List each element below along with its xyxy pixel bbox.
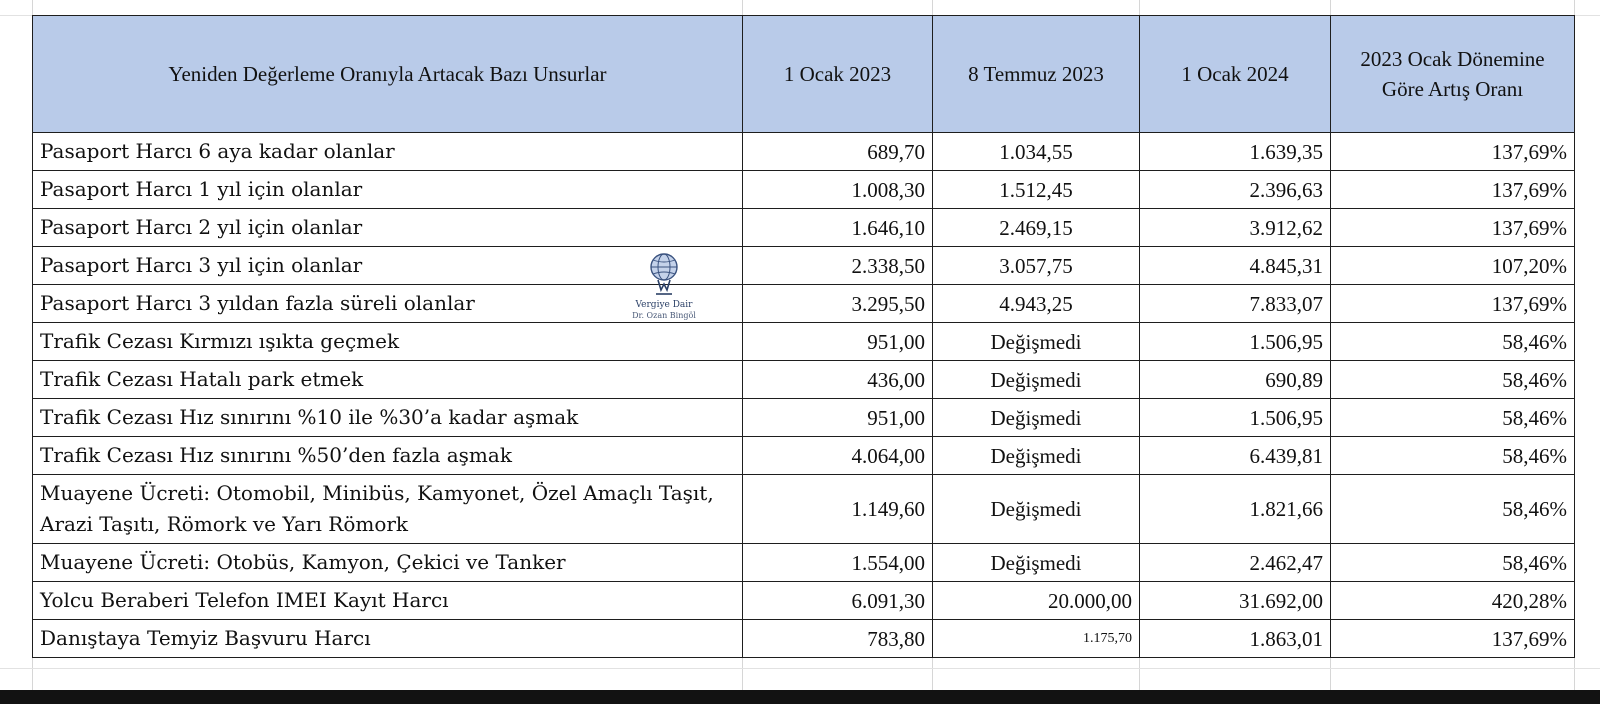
growth-rate-cell: 58,46% (1331, 475, 1575, 544)
table-row (33, 582, 1575, 620)
item-cell: Trafik Cezası Hız sınırını %50’den fazla aşmak (33, 437, 743, 475)
item-cell: Danıştaya Temyiz Başvuru Harcı (33, 620, 743, 658)
jan-2024-cell: 1.863,01 (1140, 620, 1331, 658)
jan-2024-cell: 31.692,00 (1140, 582, 1331, 620)
growth-rate-cell: 137,69% (1331, 285, 1575, 323)
jul-2023-cell: Değişmedi (933, 544, 1140, 582)
jan-2024-cell: 1.821,66 (1140, 475, 1331, 544)
jan-2024-cell: 690,89 (1140, 361, 1331, 399)
jan-2023-cell: 1.554,00 (743, 544, 933, 582)
jul-2023-cell: Değişmedi (933, 361, 1140, 399)
item-cell: Muayene Ücreti: Otobüs, Kamyon, Çekici ve Tanker (33, 544, 743, 582)
jul-2023-cell: 1.512,45 (933, 171, 1140, 209)
growth-rate-cell: 58,46% (1331, 399, 1575, 437)
item-cell: Yolcu Beraberi Telefon IMEI Kayıt Harcı (33, 582, 743, 620)
table-row (33, 285, 1575, 323)
table-row (33, 247, 1575, 285)
jan-2023-cell: 1.646,10 (743, 209, 933, 247)
growth-rate-cell: 420,28% (1331, 582, 1575, 620)
jan-2023-cell: 1.008,30 (743, 171, 933, 209)
jul-2023-cell: 1.034,55 (933, 133, 1140, 171)
table-row (33, 620, 1575, 658)
jul-2023-cell: Değişmedi (933, 399, 1140, 437)
table-row (33, 323, 1575, 361)
jan-2023-cell: 689,70 (743, 133, 933, 171)
jul-2023-cell: 2.469,15 (933, 209, 1140, 247)
item-cell: Trafik Cezası Kırmızı ışıkta geçmek (33, 323, 743, 361)
item-cell: Pasaport Harcı 6 aya kadar olanlar (33, 133, 743, 171)
col-header-item: Yeniden Değerleme Oranıyla Artacak Bazı Unsurlar (33, 16, 743, 133)
jan-2023-cell: 951,00 (743, 323, 933, 361)
jan-2023-cell: 1.149,60 (743, 475, 933, 544)
jan-2023-cell: 436,00 (743, 361, 933, 399)
item-cell: Pasaport Harcı 3 yıldan fazla süreli olanlar (33, 285, 743, 323)
col-header-jul-2023: 8 Temmuz 2023 (933, 16, 1140, 133)
jan-2023-cell: 3.295,50 (743, 285, 933, 323)
bottom-bar (0, 690, 1600, 704)
table-row (33, 544, 1575, 582)
table-row (33, 437, 1575, 475)
header-row (33, 16, 1575, 133)
jan-2024-cell: 6.439,81 (1140, 437, 1331, 475)
jan-2024-cell: 3.912,62 (1140, 209, 1331, 247)
col-header-jan-2024: 1 Ocak 2024 (1140, 16, 1331, 133)
jul-2023-cell: Değişmedi (933, 323, 1140, 361)
table-row (33, 361, 1575, 399)
jul-2023-cell: Değişmedi (933, 475, 1140, 544)
col-header-jan-2023: 1 Ocak 2023 (743, 16, 933, 133)
jul-2023-cell: 20.000,00 (933, 582, 1140, 620)
jul-2023-cell: Değişmedi (933, 437, 1140, 475)
jan-2023-cell: 4.064,00 (743, 437, 933, 475)
watermark-author: Dr. Ozan Bingöl (632, 311, 696, 320)
item-cell: Pasaport Harcı 1 yıl için olanlar (33, 171, 743, 209)
growth-rate-cell: 137,69% (1331, 133, 1575, 171)
jul-2023-cell: 3.057,75 (933, 247, 1140, 285)
jan-2023-cell: 783,80 (743, 620, 933, 658)
item-cell: Pasaport Harcı 3 yıl için olanlar (33, 247, 743, 285)
table-row (33, 133, 1575, 171)
item-cell: Trafik Cezası Hatalı park etmek (33, 361, 743, 399)
growth-rate-cell: 58,46% (1331, 437, 1575, 475)
growth-rate-cell: 58,46% (1331, 544, 1575, 582)
item-cell: Muayene Ücreti: Otomobil, Minibüs, Kamyonet, Özel Amaçlı Taşıt, Arazi Taşıtı, Römork ve Yarı Römork (33, 475, 743, 544)
jan-2023-cell: 2.338,50 (743, 247, 933, 285)
growth-rate-cell: 137,69% (1331, 171, 1575, 209)
jan-2024-cell: 7.833,07 (1140, 285, 1331, 323)
jan-2024-cell: 1.506,95 (1140, 399, 1331, 437)
jan-2023-cell: 6.091,30 (743, 582, 933, 620)
jul-2023-cell: 4.943,25 (933, 285, 1140, 323)
jan-2024-cell: 1.639,35 (1140, 133, 1331, 171)
jan-2024-cell: 2.396,63 (1140, 171, 1331, 209)
growth-rate-cell: 107,20% (1331, 247, 1575, 285)
growth-rate-cell: 58,46% (1331, 361, 1575, 399)
item-cell: Pasaport Harcı 2 yıl için olanlar (33, 209, 743, 247)
growth-rate-cell: 137,69% (1331, 209, 1575, 247)
table-row (33, 171, 1575, 209)
jan-2024-cell: 1.506,95 (1140, 323, 1331, 361)
table-row (33, 475, 1575, 544)
col-header-growth-rate: 2023 Ocak Dönemine Göre Artış Oranı (1331, 16, 1575, 133)
item-cell: Trafik Cezası Hız sınırını %10 ile %30’a kadar aşmak (33, 399, 743, 437)
jan-2023-cell: 951,00 (743, 399, 933, 437)
revaluation-table (32, 15, 1575, 658)
grid-line (0, 668, 1600, 669)
jan-2024-cell: 4.845,31 (1140, 247, 1331, 285)
jul-2023-cell: 1.175,70 (933, 620, 1140, 658)
watermark-title: Vergiye Dair (635, 300, 693, 310)
growth-rate-cell: 58,46% (1331, 323, 1575, 361)
table-row (33, 399, 1575, 437)
table-row (33, 209, 1575, 247)
jan-2024-cell: 2.462,47 (1140, 544, 1331, 582)
growth-rate-cell: 137,69% (1331, 620, 1575, 658)
